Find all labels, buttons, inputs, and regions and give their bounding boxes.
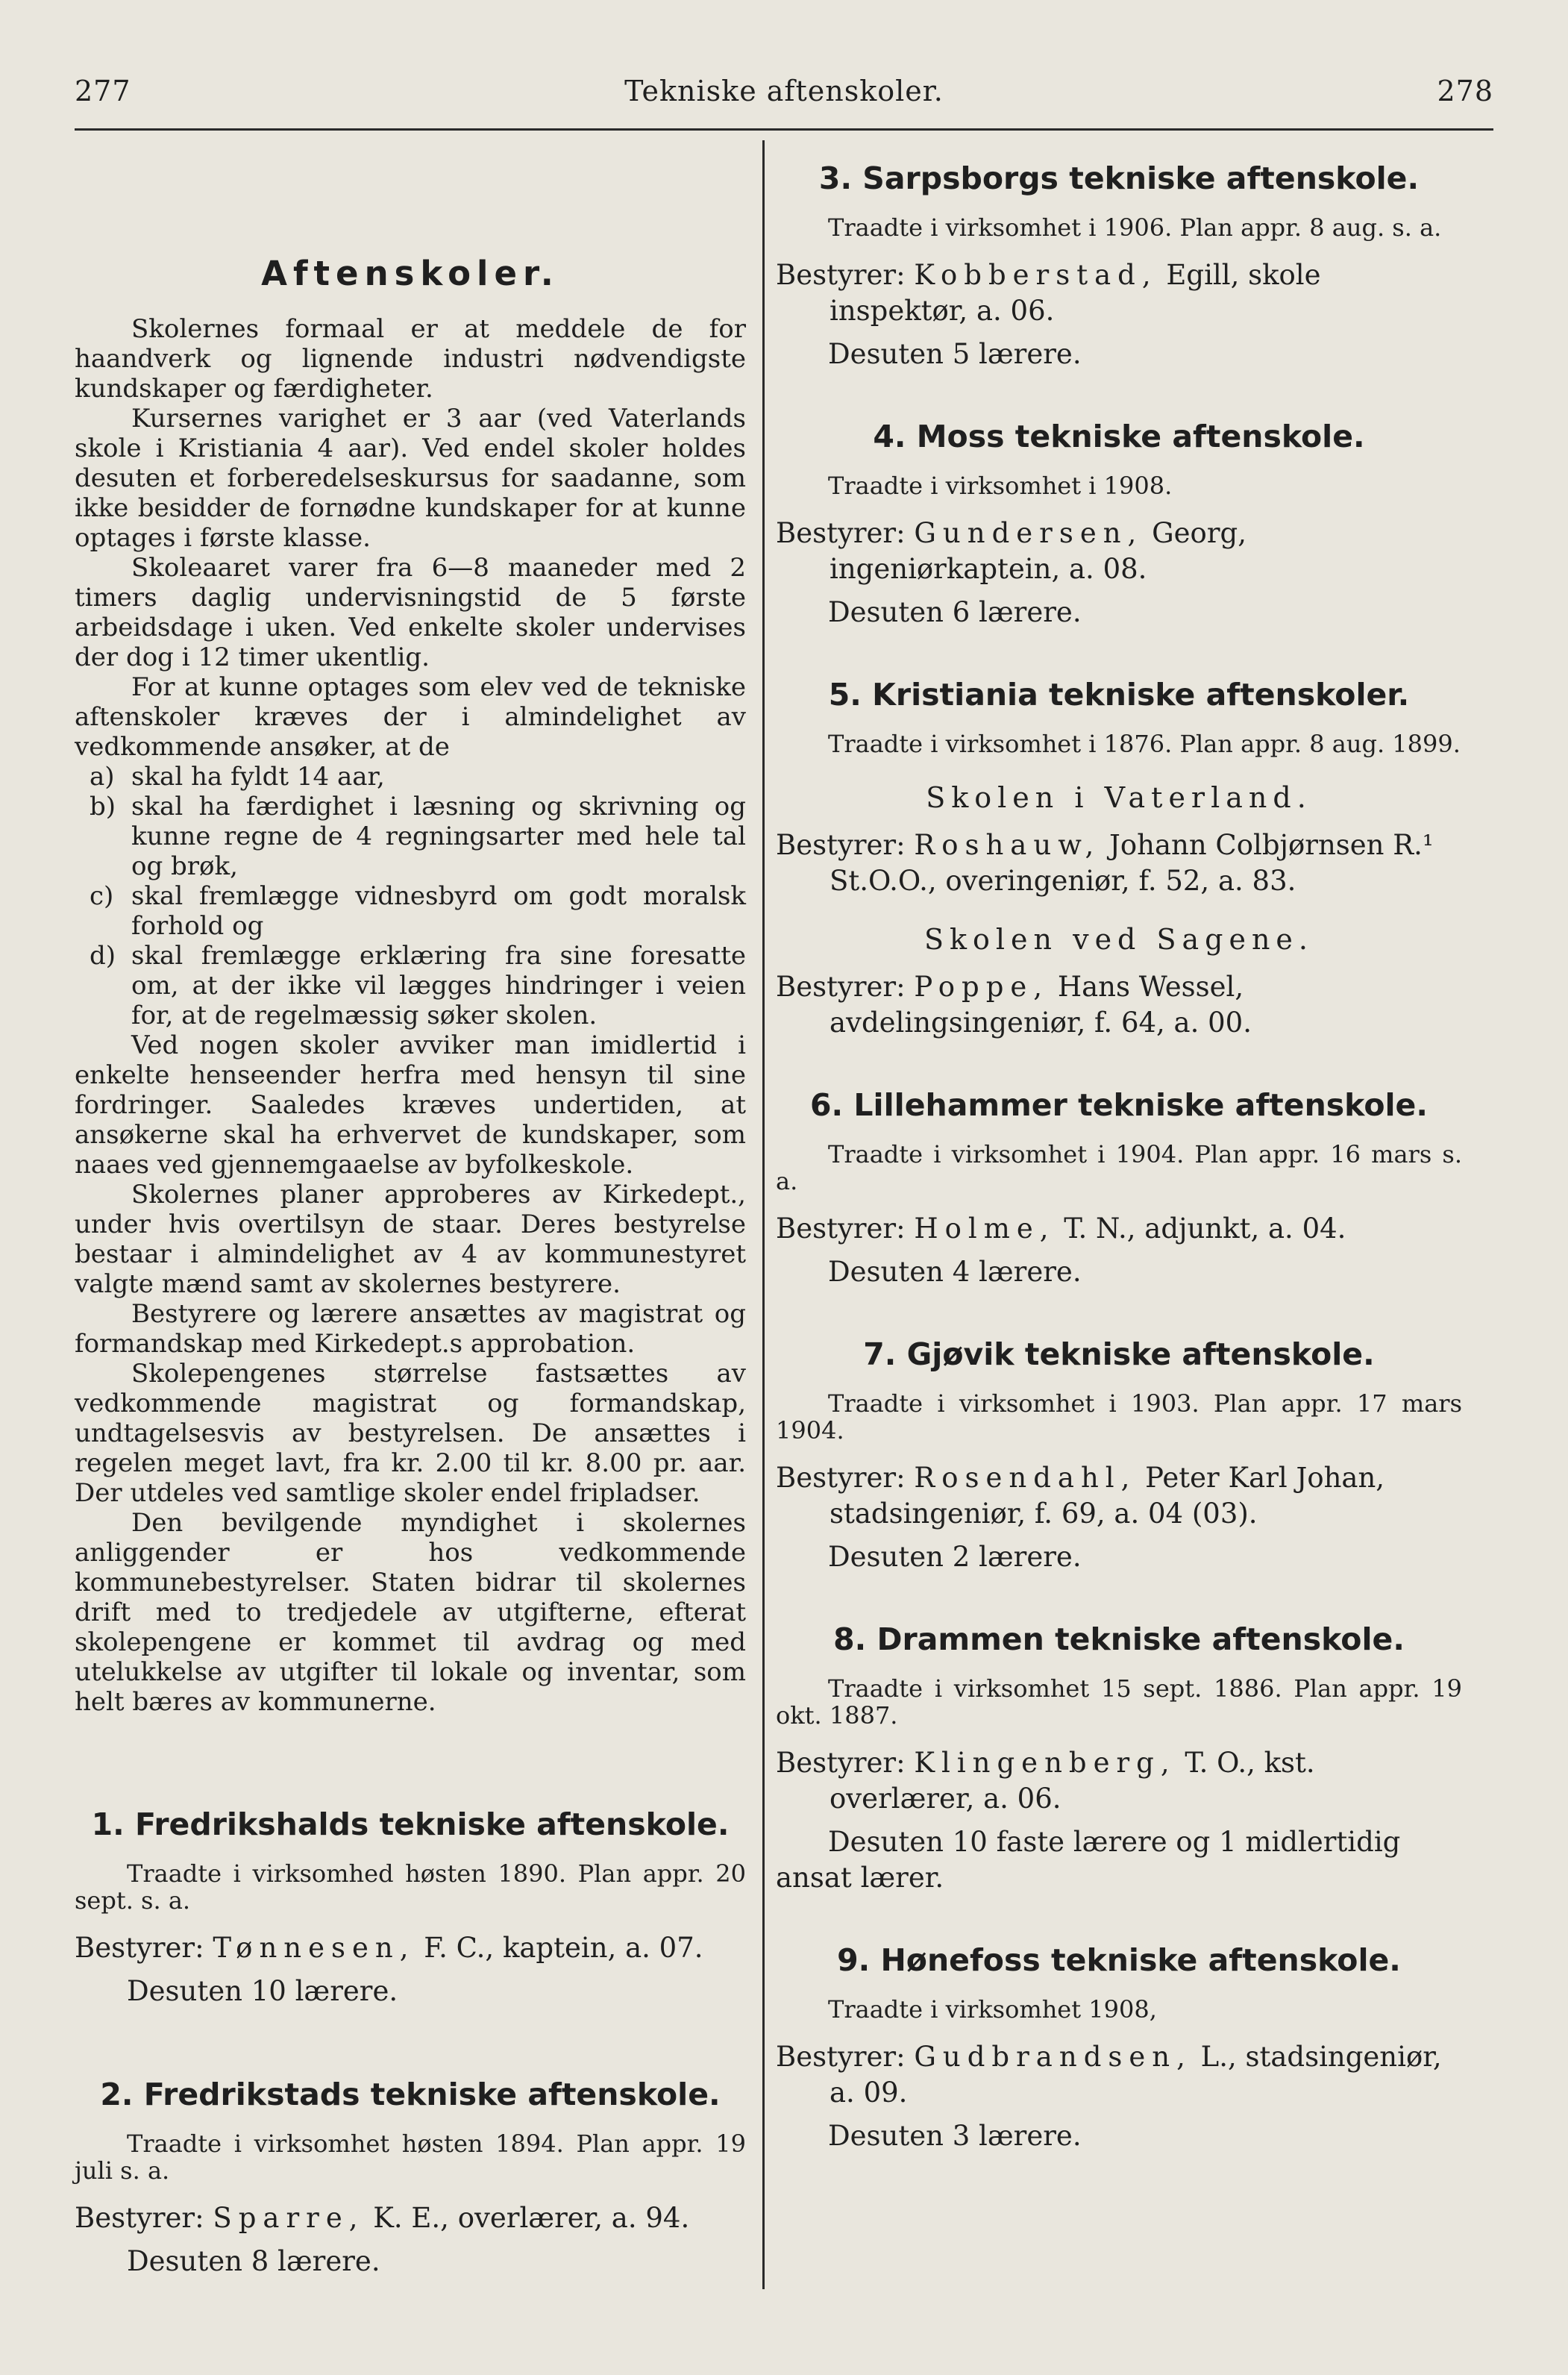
school-director: Bestyrer: Rosendahl, Peter Karl Johan, stadsingeniør, f. 69, a. 04 (03).	[776, 1462, 1385, 1530]
school-title: 4. Moss tekniske aftenskole.	[873, 419, 1365, 454]
school-entry	[776, 1336, 1462, 1575]
section-title: Aftenskoler.	[261, 254, 559, 293]
school-director: Bestyrer: Holme, T. N., adjunkt, a. 04.	[776, 1212, 1346, 1245]
school-teachers: Desuten 2 lærere.	[828, 1541, 1082, 1573]
conditions-list	[75, 762, 746, 1030]
school-teachers: Desuten 10 faste lærere og 1 midlertidig ansat lærer.	[776, 1826, 1401, 1894]
school-director: Bestyrer: Klingenberg, T. O., kst. overlærer, a. 06.	[776, 1747, 1315, 1815]
paragraph: Bestyrere og lærere ansættes av magistrat og formandskap med Kirkedept.s approbation.	[75, 1299, 746, 1359]
school-entry	[75, 2077, 746, 2279]
school-director: Bestyrer: Poppe, Hans Wessel, avdelingsingeniør, f. 64, a. 00.	[776, 971, 1252, 1039]
paragraph: Skoleaaret varer fra 6—8 maaneder med 2 timers daglig undervisningstid de 5 første arbeidsdage i uken. Ved enkelte skoler undervises der dog i 12 timer ukentlig.	[75, 553, 746, 672]
running-title: Tekniske aftenskoler.	[624, 75, 944, 107]
school-teachers: Desuten 6 lærere.	[828, 596, 1082, 628]
page-number-right: 278	[1437, 75, 1493, 107]
school-entry	[776, 1621, 1462, 1896]
school-title: 7. Gjøvik tekniske aftenskole.	[863, 1336, 1375, 1372]
paragraph: Skolepengenes størrelse fastsættes av vedkommende magistrat og formandskap, undtagelsesvis av bestyrelsen. De ansættes i regelen meget lavt, fra kr. 2.00 til kr. 8.00 pr. aar. Der utdeles ved samtlige skoler endel fripladser.	[75, 1359, 746, 1508]
school-title: 8. Drammen tekniske aftenskole.	[833, 1621, 1405, 1657]
school-title: 3. Sarpsborgs tekniske aftenskole.	[818, 160, 1420, 196]
school-founded: Traadte i virksomhet i 1906. Plan appr. 8 aug. s. a.	[828, 213, 1442, 242]
school-founded: Traadte i virksomhed høsten 1890. Plan appr. 20 sept. s. a.	[75, 1859, 746, 1915]
school-title: 5. Kristiania tekniske aftenskoler.	[828, 677, 1410, 713]
school-founded: Traadte i virksomhet 1908,	[828, 1995, 1157, 2024]
school-director: Bestyrer: Tønnesen, F. C., kaptein, a. 07.	[75, 1932, 703, 1964]
school-entry	[75, 1806, 746, 2009]
paragraph: Skolernes planer approberes av Kirkedept., under hvis overtilsyn de staar. Deres bestyrelse bestaar i almindelighet av 4 av kommunestyret valgte mænd samt av skolernes bestyrere.	[75, 1180, 746, 1299]
school-director: Bestyrer: Gudbrandsen, L., stadsingeniør, a. 09.	[776, 2041, 1442, 2109]
condition-item: b) skal ha færdighet i læsning og skrivning og kunne regne de 4 regningsarter med hele tal og brøk,	[90, 792, 746, 881]
school-director: Bestyrer: Kobberstad, Egill, skole inspektør, a. 06.	[776, 259, 1321, 327]
intro-text	[75, 314, 746, 1717]
left-column	[75, 194, 746, 2279]
school-founded: Traadte i virksomhet i 1876. Plan appr. 8 aug. 1899.	[828, 730, 1461, 758]
school-title: 2. Fredrikstads tekniske aftenskole.	[100, 2077, 721, 2112]
school-teachers: Desuten 4 lærere.	[828, 1256, 1082, 1288]
school-title: 9. Hønefoss tekniske aftenskole.	[837, 1942, 1401, 1978]
page-number-left: 277	[75, 75, 131, 107]
school-entry	[776, 160, 1462, 372]
school-entry	[776, 419, 1462, 630]
school-teachers: Desuten 8 lærere.	[127, 2245, 380, 2277]
school-founded: Traadte i virksomhet høsten 1894. Plan appr. 19 juli s. a.	[75, 2130, 746, 2185]
school-founded: Traadte i virksomhet i 1908.	[828, 472, 1173, 500]
school-director: Bestyrer: Roshauw, Johann Colbjørnsen R.¹ St.O.O., overingeniør, f. 52, a. 83.	[776, 829, 1434, 897]
school-title: 6. Lillehammer tekniske aftenskole.	[810, 1087, 1428, 1123]
school-founded: Traadte i virksomhet 15 sept. 1886. Plan appr. 19 okt. 1887.	[776, 1674, 1462, 1730]
condition-item: d) skal fremlægge erklæring fra sine foresatte om, at der ikke vil lægges hindringer i veien for, at de regelmæssig søker skolen.	[90, 941, 746, 1030]
school-founded: Traadte i virksomhet i 1904. Plan appr. 16 mars s. a.	[776, 1140, 1462, 1195]
paragraph: Skolernes formaal er at meddele de for haandverk og lignende industri nødvendigste kundskaper og færdigheter.	[75, 314, 746, 404]
paragraph: Ved nogen skoler avviker man imidlertid i enkelte henseender herfra med hensyn til sine fordringer. Saaledes kræves undertiden, at ansøkerne skal ha erhvervet de kundskaper, som naaes ved gjennemgaaelse av byfolkeskole.	[75, 1030, 746, 1180]
column-divider	[762, 140, 765, 2289]
school-director: Bestyrer: Sparre, K. E., overlærer, a. 94.	[75, 2202, 690, 2234]
paragraph: Den bevilgende myndighet i skolernes anliggender er hos vedkommende kommunebestyrelser. Staten bidrar til skolernes drift med to tredjedele av utgifterne, efterat skolepengene er kommet til avdrag og med utelukkelse av utgifter til lokale og inventar, som helt bæres av kommunerne.	[75, 1508, 746, 1717]
sub-school-title: Skolen i Vaterland.	[926, 781, 1312, 814]
school-entry	[776, 677, 1462, 1041]
school-teachers: Desuten 3 lærere.	[828, 2120, 1082, 2152]
right-column	[776, 160, 1462, 2200]
school-teachers: Desuten 5 lærere.	[828, 338, 1082, 370]
sub-school-title: Skolen ved Sagene.	[923, 923, 1314, 956]
school-title: 1. Fredrikshalds tekniske aftenskole.	[91, 1806, 730, 1842]
school-teachers: Desuten 10 lærere.	[127, 1975, 398, 2007]
condition-item: c) skal fremlægge vidnesbyrd om godt moralsk forhold og	[90, 881, 746, 941]
condition-item: a) skal ha fyldt 14 aar,	[90, 762, 385, 792]
school-director: Bestyrer: Gundersen, Georg, ingeniørkaptein, a. 08.	[776, 517, 1246, 585]
school-entry	[776, 1087, 1462, 1290]
paragraph: Kursernes varighet er 3 aar (ved Vaterlands skole i Kristiania 4 aar). Ved endel skoler holdes desuten et forberedelseskursus for saadanne, som ikke besidder de fornødne kundskaper for at kunne optages i første klasse.	[75, 404, 746, 553]
paragraph: For at kunne optages som elev ved de tekniske aftenskoler kræves der i almindelighet av vedkommende ansøker, at de	[75, 672, 746, 762]
school-entry	[776, 1942, 1462, 2154]
header-rule	[75, 128, 1493, 131]
school-founded: Traadte i virksomhet i 1903. Plan appr. 17 mars 1904.	[776, 1389, 1462, 1445]
